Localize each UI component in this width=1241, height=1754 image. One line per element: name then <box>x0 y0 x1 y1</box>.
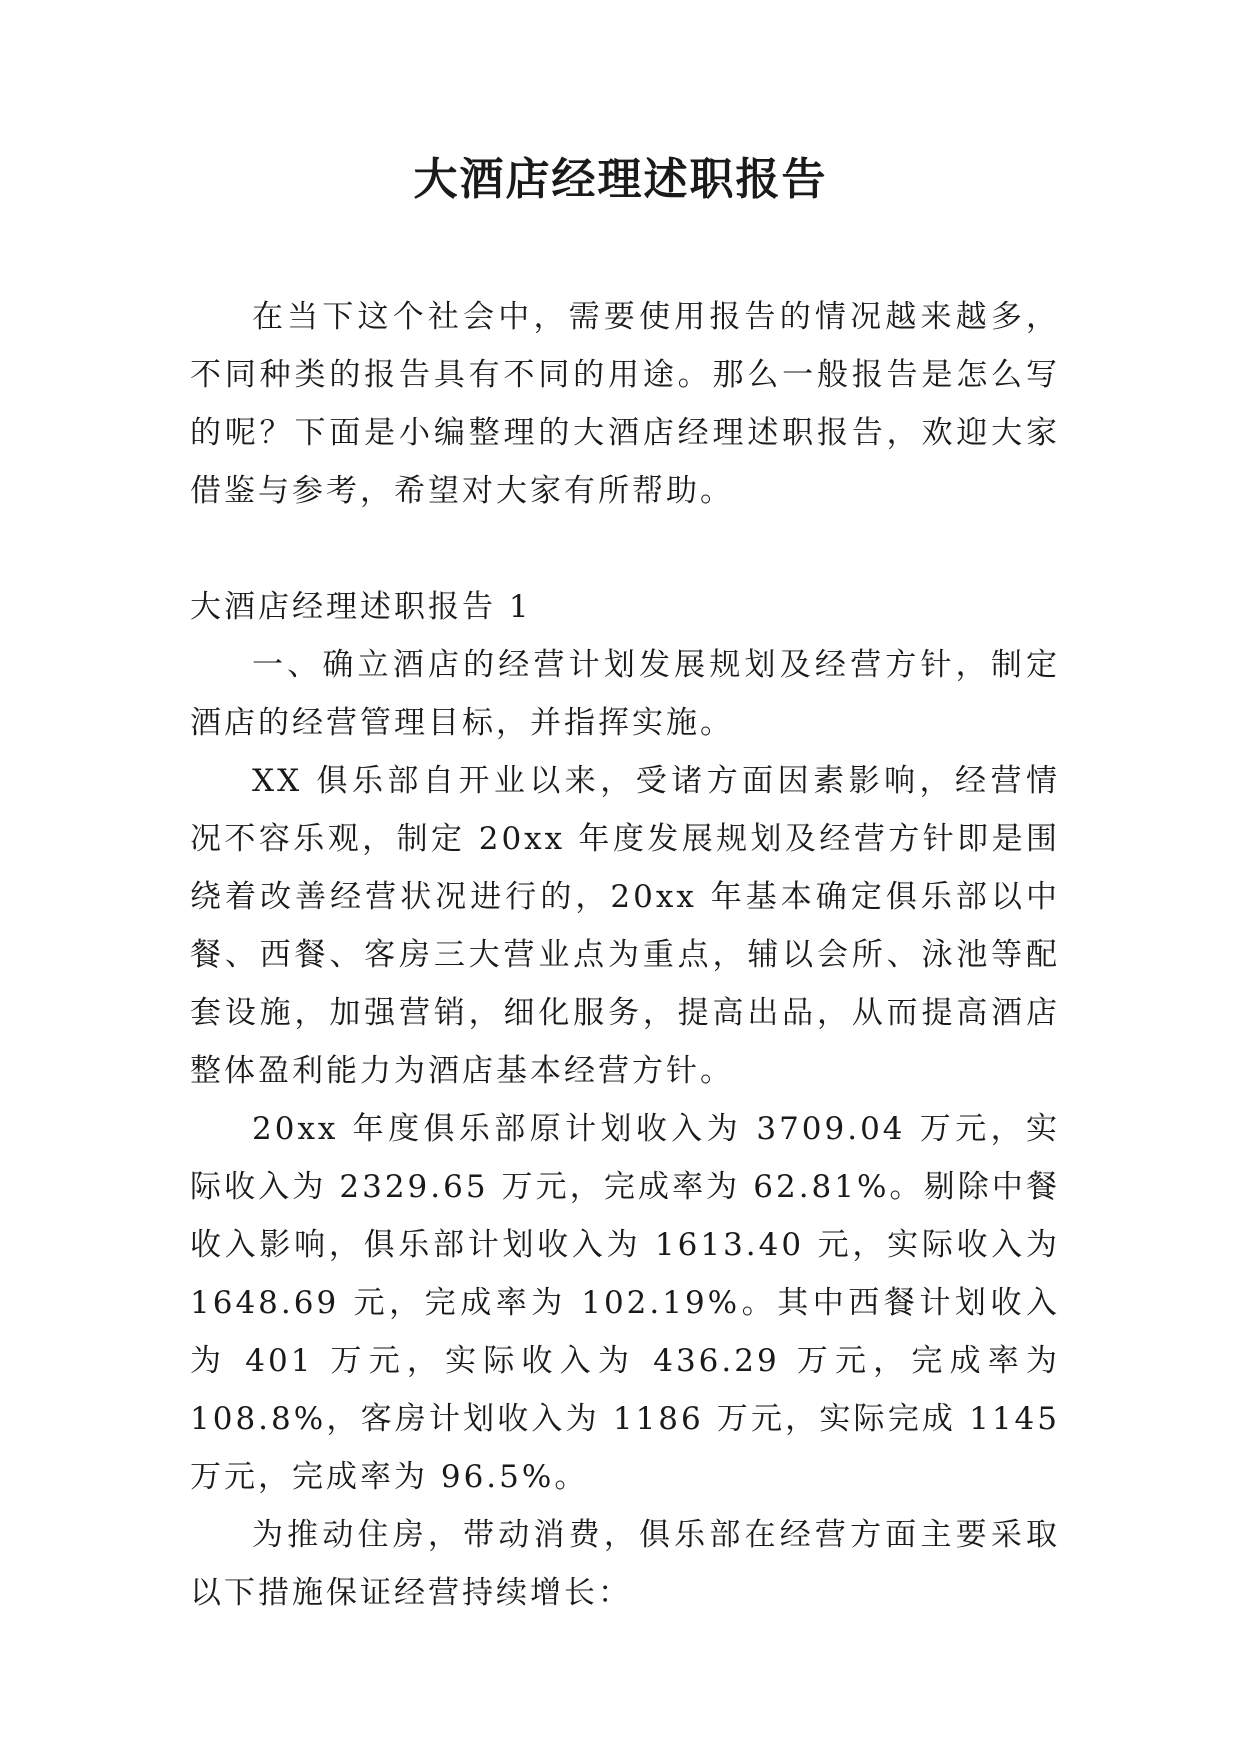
section-heading: 大酒店经理述职报告 1 <box>190 589 532 625</box>
paragraph-2: XX 俱乐部自开业以来，受诸方面因素影响，经营情况不容乐观，制定 20xx 年度发展规划及经营方针即是围绕着改善经营状况进行的，20xx 年基本确定俱乐部以中餐、西餐、客房三大营业点为重点，辅以会所、泳池等配套设施，加强营销，细化服务，提高出品，从而提高酒店整体盈利能力为酒店基本经营方针。 <box>190 763 1060 1089</box>
document-title: 大酒店经理述职报告 <box>413 154 828 205</box>
document-body <box>190 288 1060 1622</box>
intro-paragraph: 在当下这个社会中，需要使用报告的情况越来越多，不同种类的报告具有不同的用途。那么一般报告是怎么写的呢？下面是小编整理的大酒店经理述职报告，欢迎大家借鉴与参考，希望对大家有所帮助。 <box>190 299 1060 509</box>
paragraph-3: 20xx 年度俱乐部原计划收入为 3709.04 万元，实际收入为 2329.65 万元，完成率为 62.81%。剔除中餐收入影响，俱乐部计划收入为 1613.40 元，实际收入为 1648.69 元，完成率为 102.19%。其中西餐计划收入为 401 万元，实际收入为 436.29 万元，完成率为 108.8%，客房计划收入为 1186 万元，实际完成 1145 万元，完成率为 96.5%。 <box>190 1111 1060 1495</box>
paragraph-4: 为推动住房，带动消费，俱乐部在经营方面主要采取以下措施保证经营持续增长： <box>190 1517 1060 1611</box>
paragraph-1: 一、确立酒店的经营计划发展规划及经营方针，制定酒店的经营管理目标，并指挥实施。 <box>190 647 1060 741</box>
